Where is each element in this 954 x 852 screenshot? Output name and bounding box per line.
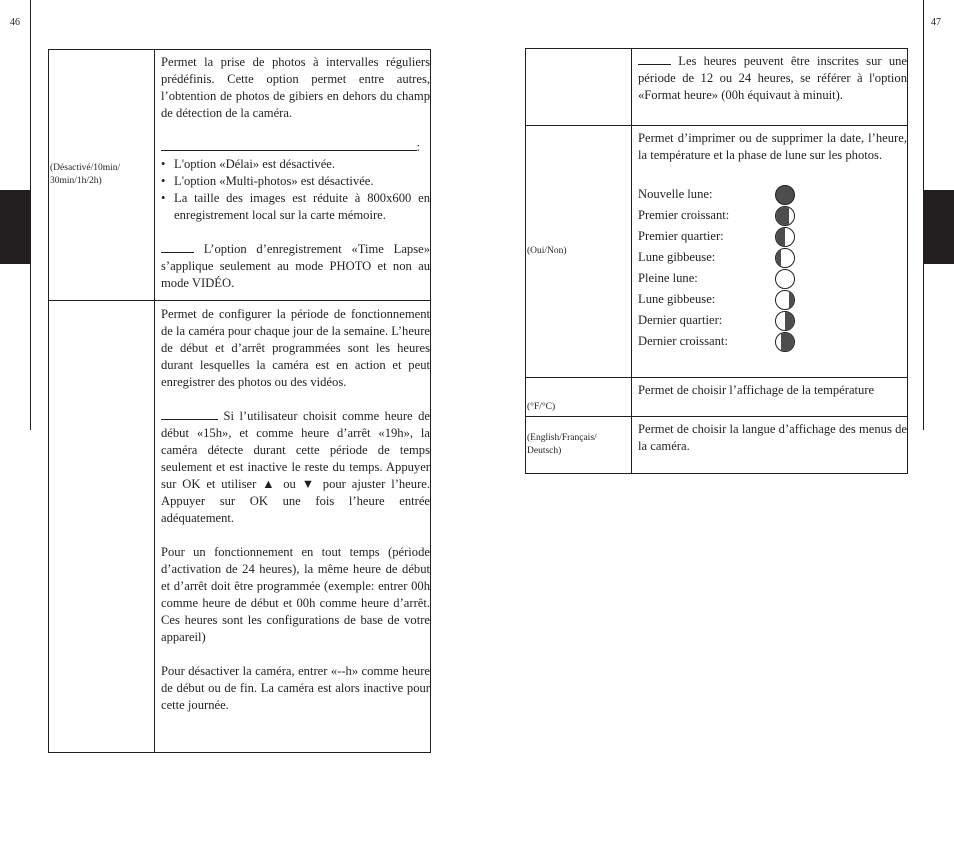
language-text: Permet de choisir la langue d’affichage des menus de la caméra. [638, 422, 907, 453]
blank-note [638, 53, 671, 65]
right-thumb-tab [924, 190, 954, 264]
language-options-text: (English/Français/ Deutsch) [527, 433, 597, 456]
moon-phase-label: Lune gibbeuse: [638, 292, 716, 306]
time-lapse-heading-line [161, 139, 430, 156]
schedule-description [155, 301, 431, 753]
time-lapse-description [155, 50, 431, 301]
list-item [638, 205, 907, 226]
stamp-options [526, 126, 632, 378]
left-settings-table [48, 49, 431, 753]
moon-phase-label: Premier croissant: [638, 208, 730, 222]
page-number-right: 47 [931, 17, 941, 28]
schedule-para3: Pour un fonctionnement en tout temps (période d’activation de 24 heures), la même heure de début et d’arrêt doit être programmée (exemple: entrer 00h comme heure de début et 00h comme heure d’arrêt. Ces heures sont les configurations de base de votre appareil) [161, 545, 430, 644]
moon-phase-label: Nouvelle lune: [638, 187, 713, 201]
list-item [638, 310, 907, 331]
list-item: • L'option «Délai» est désactivée. [161, 157, 336, 171]
full-moon-icon [775, 269, 795, 289]
moon-phase-label: Dernier croissant: [638, 334, 728, 348]
heading-colon: : [416, 140, 420, 154]
waning-crescent-icon [775, 332, 795, 352]
schedule-options [49, 301, 155, 753]
time-lapse-para2: L’option d’enregistrement «Time Lapse» s’applique seulement au mode PHOTO et non au mode VIDÉO. [161, 242, 430, 290]
list-item [638, 268, 907, 289]
schedule-note-description [632, 49, 908, 126]
table-row-schedule-note [526, 49, 908, 126]
stamp-options-text: (Oui/Non) [527, 246, 567, 256]
blank-heading [161, 139, 417, 151]
blank-note [161, 241, 194, 253]
language-options [526, 417, 632, 474]
waxing-gibbous-icon [775, 248, 795, 268]
waxing-crescent-icon [775, 206, 795, 226]
left-thumb-tab [0, 190, 30, 264]
time-lapse-para1: Permet la prise de photos à intervalles réguliers prédéfinis. Cette option permet entre autres, l’obtention de photos de gibiers en dehors du champ de détection de la caméra. [161, 55, 430, 120]
table-row-temperature [526, 378, 908, 417]
first-quarter-icon [775, 227, 795, 247]
stamp-description [632, 126, 908, 378]
right-settings-table [525, 48, 908, 474]
new-moon-icon [775, 185, 795, 205]
language-description [632, 417, 908, 474]
schedule-para2: Si l’utilisateur choisit comme heure de début «15h», et comme heure d’arrêt «19h», la caméra détecte durant cette période de temps seulement et est inactive le reste du temps. Appuyer sur OK et utiliser ▲ ou ▼ pour ajuster l’heure. Appuyer sur OK une fois l’heure entrée adéquatement. [161, 409, 430, 525]
list-item [638, 184, 907, 205]
left-page-edge [30, 0, 31, 430]
temperature-options [526, 378, 632, 417]
moon-phase-label: Dernier quartier: [638, 313, 723, 327]
list-item [638, 247, 907, 268]
table-row-time-lapse [49, 50, 431, 301]
list-item [638, 226, 907, 247]
list-item: • La taille des images est réduite à 800x600 en enregistrement local sur la carte mémoire. [161, 191, 430, 222]
schedule-note-options [526, 49, 632, 126]
moon-phase-label: Premier quartier: [638, 229, 724, 243]
time-lapse-bullet-list [161, 156, 430, 224]
table-row-stamp [526, 126, 908, 378]
schedule-para4: Pour désactiver la caméra, entrer «--h» comme heure de début ou de fin. La caméra est alors inactive pour cette journée. [161, 664, 430, 712]
temperature-options-text: (°F/°C) [527, 402, 556, 412]
list-item: • L'option «Multi-photos» est désactivée. [161, 174, 374, 188]
moon-phase-list [638, 184, 907, 352]
temperature-text: Permet de choisir l’affichage de la température [638, 383, 875, 397]
schedule-para1: Permet de configurer la période de fonctionnement de la caméra pour chaque jour de la semaine. L’heure de début et d’arrêt programmées sont les heures durant lesquelles la caméra est en action et peut enregistrer des photos ou des vidéos. [161, 307, 430, 389]
temperature-description [632, 378, 908, 417]
time-lapse-options-text: (Désactivé/10min/ 30min/1h/2h) [50, 163, 121, 186]
table-row-language [526, 417, 908, 474]
time-lapse-options [49, 50, 155, 301]
stamp-text: Permet d’imprimer ou de supprimer la date, l’heure, la température et la phase de lune sur les photos. [638, 131, 907, 162]
moon-phase-label: Pleine lune: [638, 271, 698, 285]
schedule-note-text: Les heures peuvent être inscrites sur une période de 12 ou 24 heures, se référer à l'option «Format heure» (00h équivaut à minuit). [638, 54, 907, 102]
moon-phase-label: Lune gibbeuse: [638, 250, 716, 264]
table-row-schedule [49, 301, 431, 753]
last-quarter-icon [775, 311, 795, 331]
waning-gibbous-icon [775, 290, 795, 310]
page-number-left: 46 [10, 17, 20, 28]
list-item [638, 289, 907, 310]
blank-example [161, 408, 218, 420]
list-item [638, 331, 907, 352]
